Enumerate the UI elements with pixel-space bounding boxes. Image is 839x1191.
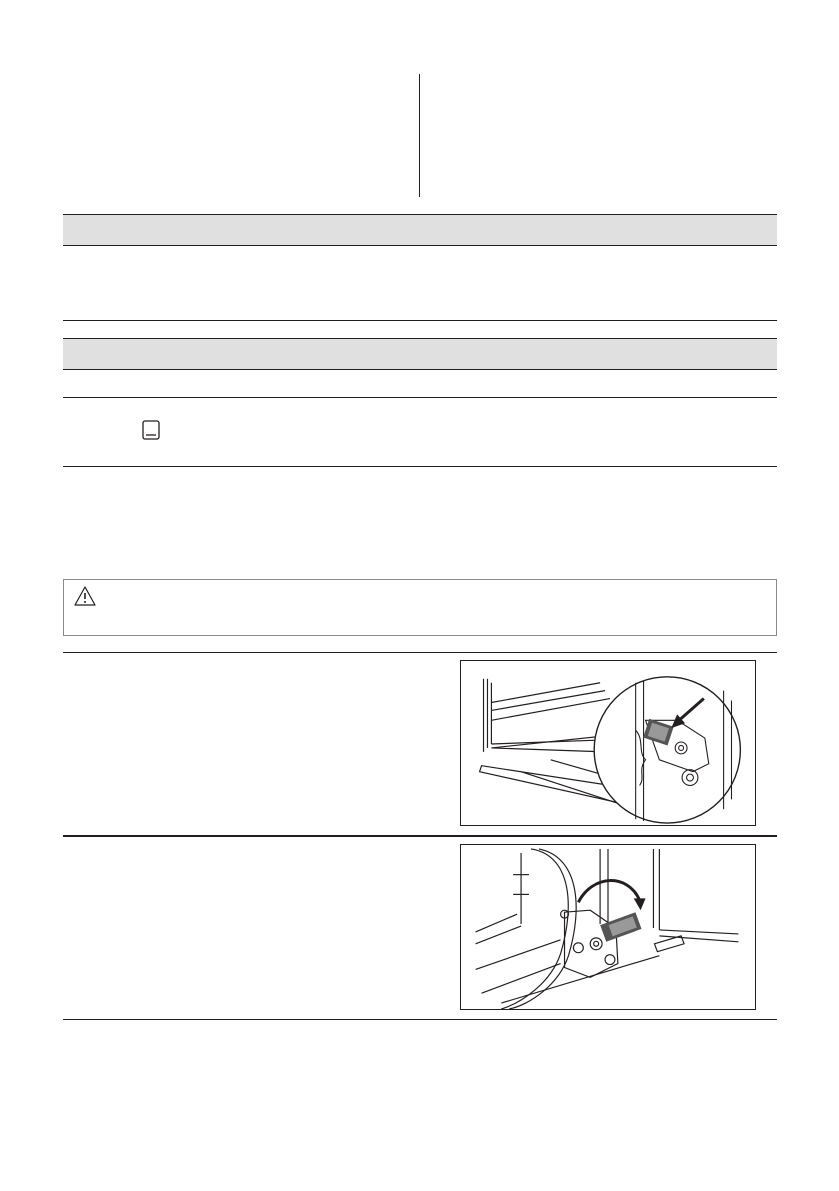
- step-divider: [63, 652, 777, 653]
- hinge-lever-rotate-illustration: [461, 845, 755, 1009]
- oven-function-icon: [142, 420, 160, 440]
- table-header-band: [63, 338, 777, 370]
- section-divider: [63, 320, 777, 321]
- table-row-divider: [63, 397, 777, 398]
- hinge-lever-rotate-figure: [460, 844, 756, 1010]
- step-divider: [63, 1019, 777, 1020]
- curved-arrow-icon: [578, 881, 645, 911]
- table-row-divider: [63, 466, 777, 467]
- warning-box: [63, 579, 777, 636]
- hinge-lever-detail-illustration: [461, 661, 755, 825]
- step-divider: [63, 835, 777, 837]
- hinge-lever-detail-figure: [460, 660, 756, 826]
- column-divider: [419, 74, 420, 197]
- warning-triangle-icon: [74, 586, 96, 606]
- table-header-band: [63, 214, 777, 246]
